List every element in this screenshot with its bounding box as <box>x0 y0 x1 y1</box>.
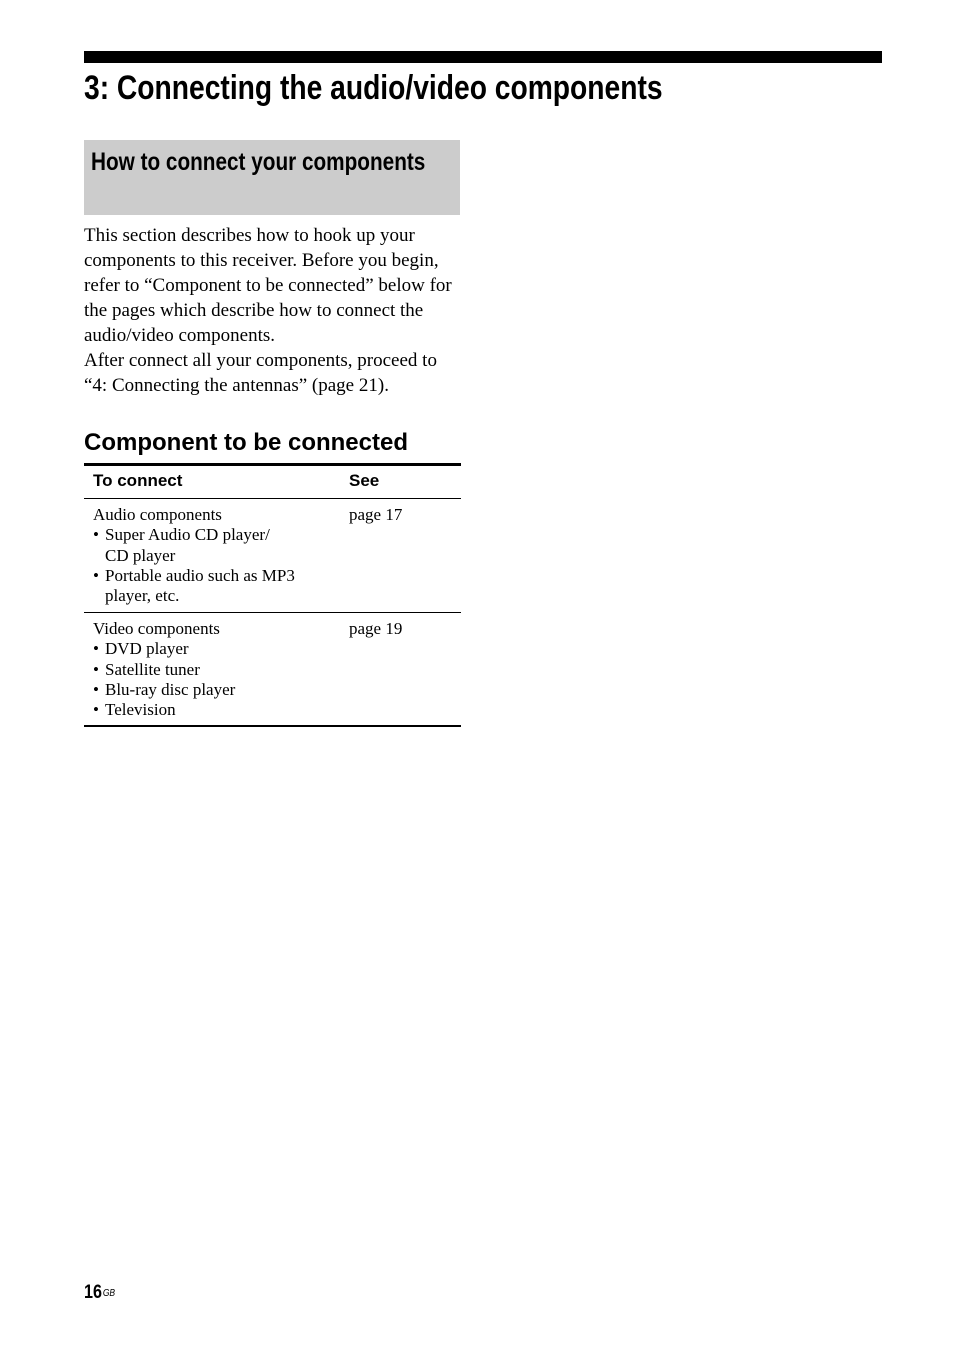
page-number-value: 16 <box>84 1282 102 1303</box>
column-header-to-connect: To connect <box>93 471 183 490</box>
list-item: • Super Audio CD player/ CD player <box>93 525 285 566</box>
top-rule <box>84 51 882 63</box>
list-item: • Satellite tuner <box>93 660 338 680</box>
column-header-see: See <box>349 471 380 490</box>
intro-paragraph: After connect all your components, proceed to “4: Connecting the antennas” (page 21). <box>84 350 437 396</box>
component-list <box>93 639 338 720</box>
to-connect-cell <box>93 505 338 606</box>
page-number <box>84 1281 115 1305</box>
list-item: • Portable audio such as MP3 player, etc. <box>93 566 338 607</box>
list-item: • Television <box>93 700 338 720</box>
intro-text <box>84 223 464 398</box>
table-header <box>84 463 461 499</box>
category-label: Video components <box>93 619 220 638</box>
category-label: Audio components <box>93 505 222 524</box>
section-title: How to connect your components <box>91 148 426 176</box>
see-page-cell: page 19 <box>349 619 403 638</box>
section-heading-box <box>84 140 460 215</box>
list-item: • Blu-ray disc player <box>93 680 338 700</box>
to-connect-cell <box>93 619 338 720</box>
region-code: GB <box>102 1288 116 1299</box>
sub-heading: Component to be connected <box>84 429 408 456</box>
see-page-cell: page 17 <box>349 505 403 524</box>
chapter-title: 3: Connecting the audio/video components <box>84 69 663 107</box>
component-list <box>93 525 338 606</box>
component-table <box>84 463 461 727</box>
list-item: • DVD player <box>93 639 338 659</box>
table-row <box>84 613 461 727</box>
table-row <box>84 499 461 613</box>
intro-paragraph: This section describes how to hook up your components to this receiver. Before you begin, refer to “Component to be connected” below for the pages which describe how to connect the audio/video components. <box>84 225 452 346</box>
